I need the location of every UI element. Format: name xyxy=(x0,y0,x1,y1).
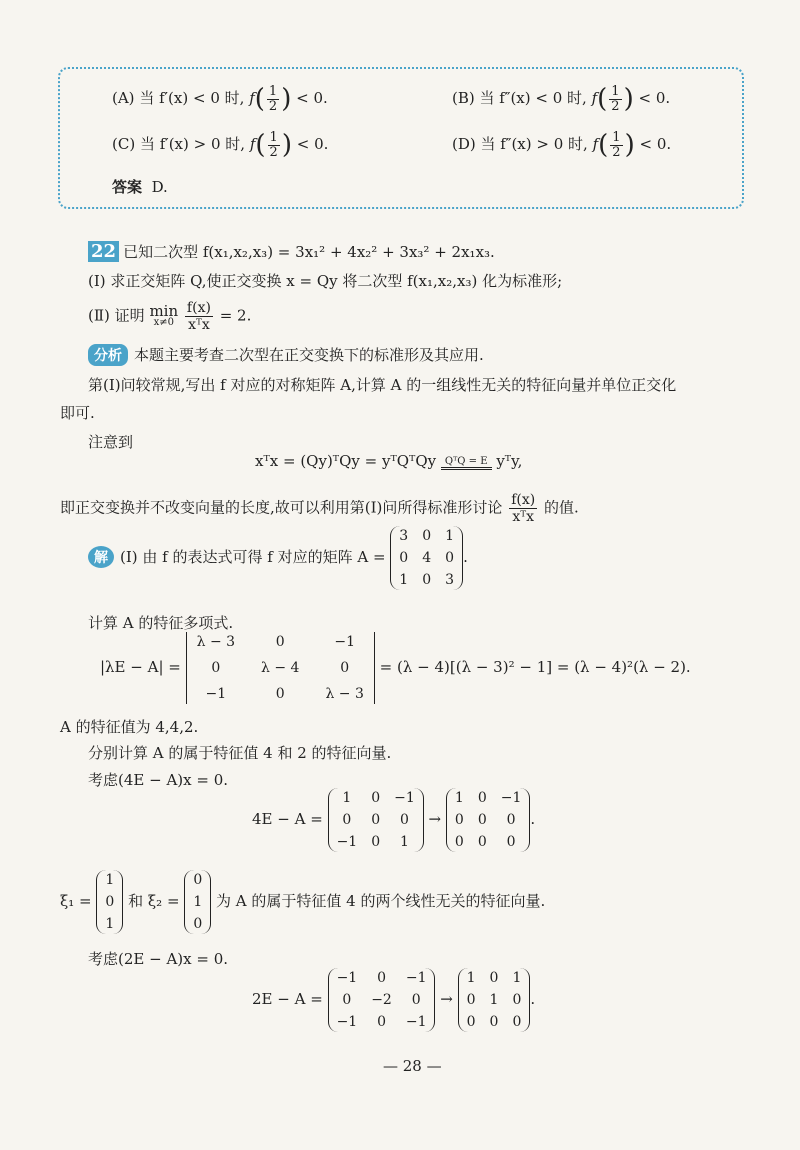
problem-statement: 22 已知二次型 f(x₁,x₂,x₃) = 3x₁² + 4x₂² + 3x₃² + 2x₁x₃. xyxy=(88,241,495,262)
matrix-entry: 0 xyxy=(466,992,476,1008)
matrix-entry: 0 xyxy=(445,550,455,566)
matrix-entry: 0 xyxy=(506,812,516,828)
matrix-entry: 0 xyxy=(371,812,381,828)
matrix-entry: 0 xyxy=(454,812,464,828)
matrix-entry: 4 xyxy=(422,550,432,566)
det-matrix xyxy=(186,632,375,704)
matrix-entry: −1 xyxy=(394,790,415,806)
matrix-entry: 0 xyxy=(477,834,487,850)
matrix-entry: −1 xyxy=(405,1014,427,1030)
problem-part2: (Ⅱ) 证明 min x≠0 $\frac{f(x)}{\text{xᵀx}}$ = 2. xyxy=(88,300,252,333)
analysis-note: 注意到 xyxy=(88,433,134,451)
matrix-entry: 0 xyxy=(105,894,115,910)
solution-intro: 解 (Ⅰ) 由 f 的表达式可得 f 对应的矩阵 A = 3 0 1 0 4 0 1 0 3 . xyxy=(88,526,468,590)
matrix-4E-A-reduced xyxy=(446,788,530,852)
matrix-entry: 0 xyxy=(489,1014,499,1030)
matrix-entry: 0 xyxy=(371,834,381,850)
matrix-entry: 0 xyxy=(489,970,499,986)
matrix-entry: 0 xyxy=(399,812,409,828)
matrix-entry: 0 xyxy=(342,992,352,1008)
eigenvalues-line: A 的特征值为 4,4,2. xyxy=(60,718,199,736)
choice-a: (A) 当 f′(x) < 0 时, f( $\frac{1}{2}$ ) < 0. xyxy=(112,83,328,114)
matrix-entry: 0 xyxy=(275,634,285,650)
matrix-entry: 0 xyxy=(342,812,352,828)
matrix-entry: 1 xyxy=(399,572,409,588)
matrix-entry: 1 xyxy=(342,790,352,806)
eigvec-intro: 分别计算 A 的属于特征值 4 和 2 的特征向量. xyxy=(88,744,392,762)
matrix-entry: −1 xyxy=(405,970,427,986)
matrix-entry: −1 xyxy=(205,686,227,702)
matrix-entry: −1 xyxy=(334,634,355,650)
matrix-entry: 1 xyxy=(489,992,499,1008)
char-poly-label: 计算 A 的特征多项式. xyxy=(88,614,234,632)
matrix-entry: 0 xyxy=(477,812,487,828)
vector-xi2 xyxy=(184,870,211,934)
matrix-entry: 0 xyxy=(377,1014,386,1030)
det-line: |λE − A| = λ − 3 0 −1 0 λ − 4 0 −1 0 λ − 3 = (λ − 4)[(λ − 3)² − 1] = (λ − 4)²(λ − 2). xyxy=(100,634,691,702)
matrix-entry: 0 xyxy=(377,970,386,986)
answer-line: 答案 D. xyxy=(112,178,168,196)
solution-label: 解 xyxy=(88,546,114,568)
vector-xi1 xyxy=(96,870,123,934)
matrix-entry: 1 xyxy=(193,894,203,910)
matrix-2E-A-reduced xyxy=(458,968,531,1032)
matrix-A xyxy=(390,526,463,590)
matrix-entry: 0 xyxy=(422,528,432,544)
choice-c: (C) 当 f′(x) > 0 时, f( $\frac{1}{2}$ ) < 0. xyxy=(112,129,329,160)
matrix-entry: 3 xyxy=(399,528,409,544)
xi-line: ξ₁ = 1 0 1 和 ξ₂ = 0 1 0 为 A 的属于特征值 4 的两个线性无关的特征向量. xyxy=(60,872,546,932)
matrix-entry: −1 xyxy=(336,970,358,986)
matrix-entry: 0 xyxy=(399,550,409,566)
matrix-entry: λ − 3 xyxy=(196,634,236,650)
matrix-entry: 0 xyxy=(340,660,350,676)
matrix-entry: 1 xyxy=(512,970,522,986)
matrix-entry: 0 xyxy=(371,790,381,806)
matrix-entry: 1 xyxy=(454,790,464,806)
m4-line: 4E − A = 1 0 −1 0 0 0 −1 0 1 → 1 0 −1 0 0 0 0 0 0 . xyxy=(252,790,536,850)
matrix-entry: 0 xyxy=(422,572,432,588)
consider-2: 考虑(2E − A)x = 0. xyxy=(88,950,229,968)
matrix-entry: 0 xyxy=(466,1014,476,1030)
matrix-entry: 1 xyxy=(445,528,455,544)
matrix-entry: 0 xyxy=(275,686,285,702)
analysis-line2: 即正交变换并不改变向量的长度,故可以利用第(Ⅰ)问所得标准形讨论 $\frac{f(x)}{\text{xᵀx}}$ 的值. xyxy=(60,492,579,525)
matrix-entry: 1 xyxy=(105,872,115,888)
matrix-entry: −1 xyxy=(336,1014,358,1030)
matrix-entry: 0 xyxy=(193,872,203,888)
matrix-entry: −2 xyxy=(371,992,392,1008)
matrix-entry: 0 xyxy=(454,834,464,850)
choice-b: (B) 当 f″(x) < 0 时, f( $\frac{1}{2}$ ) < 0. xyxy=(452,83,671,114)
matrix-entry: 3 xyxy=(445,572,455,588)
problem-number: 22 xyxy=(88,241,119,262)
analysis-label: 分析 xyxy=(88,344,128,366)
analysis-line1: 第(Ⅰ)问较常规,写出 f 对应的对称矩阵 A,计算 A 的一组线性无关的特征向量并单位正交化 xyxy=(88,376,677,394)
matrix-4E-A xyxy=(328,788,424,852)
matrix-entry: 0 xyxy=(512,1014,522,1030)
matrix-entry: −1 xyxy=(336,834,358,850)
matrix-entry: 1 xyxy=(399,834,409,850)
m2-line: 2E − A = −1 0 −1 0 −2 0 −1 0 −1 → 1 0 1 0 1 0 0 0 0 . xyxy=(252,970,536,1030)
matrix-2E-A xyxy=(328,968,436,1032)
matrix-entry: 0 xyxy=(506,834,516,850)
matrix-entry: −1 xyxy=(500,790,522,806)
matrix-entry: λ − 4 xyxy=(261,660,300,676)
matrix-entry: 0 xyxy=(411,992,421,1008)
matrix-entry: λ − 3 xyxy=(325,686,364,702)
analysis-intro: 分析 本题主要考查二次型在正交变换下的标准形及其应用. xyxy=(88,344,484,366)
matrix-entry: 0 xyxy=(512,992,522,1008)
page-number: — 28 — xyxy=(383,1057,442,1075)
choice-d: (D) 当 f″(x) > 0 时, f( $\frac{1}{2}$ ) < 0. xyxy=(452,129,672,160)
analysis-line1b: 即可. xyxy=(60,404,95,422)
identity-formula: xᵀx = (Qy)ᵀQy = yᵀQᵀQy QᵀQ = E yᵀy, xyxy=(255,452,523,470)
matrix-entry: 0 xyxy=(477,790,487,806)
matrix-entry: 1 xyxy=(466,970,476,986)
problem-part1: (Ⅰ) 求正交矩阵 Q,使正交变换 x = Qy 将二次型 f(x₁,x₂,x₃) 化为标准形; xyxy=(88,272,563,290)
matrix-entry: 0 xyxy=(211,660,221,676)
consider-4: 考虑(4E − A)x = 0. xyxy=(88,771,229,789)
matrix-entry: 1 xyxy=(105,916,115,932)
matrix-entry: 0 xyxy=(193,916,203,932)
